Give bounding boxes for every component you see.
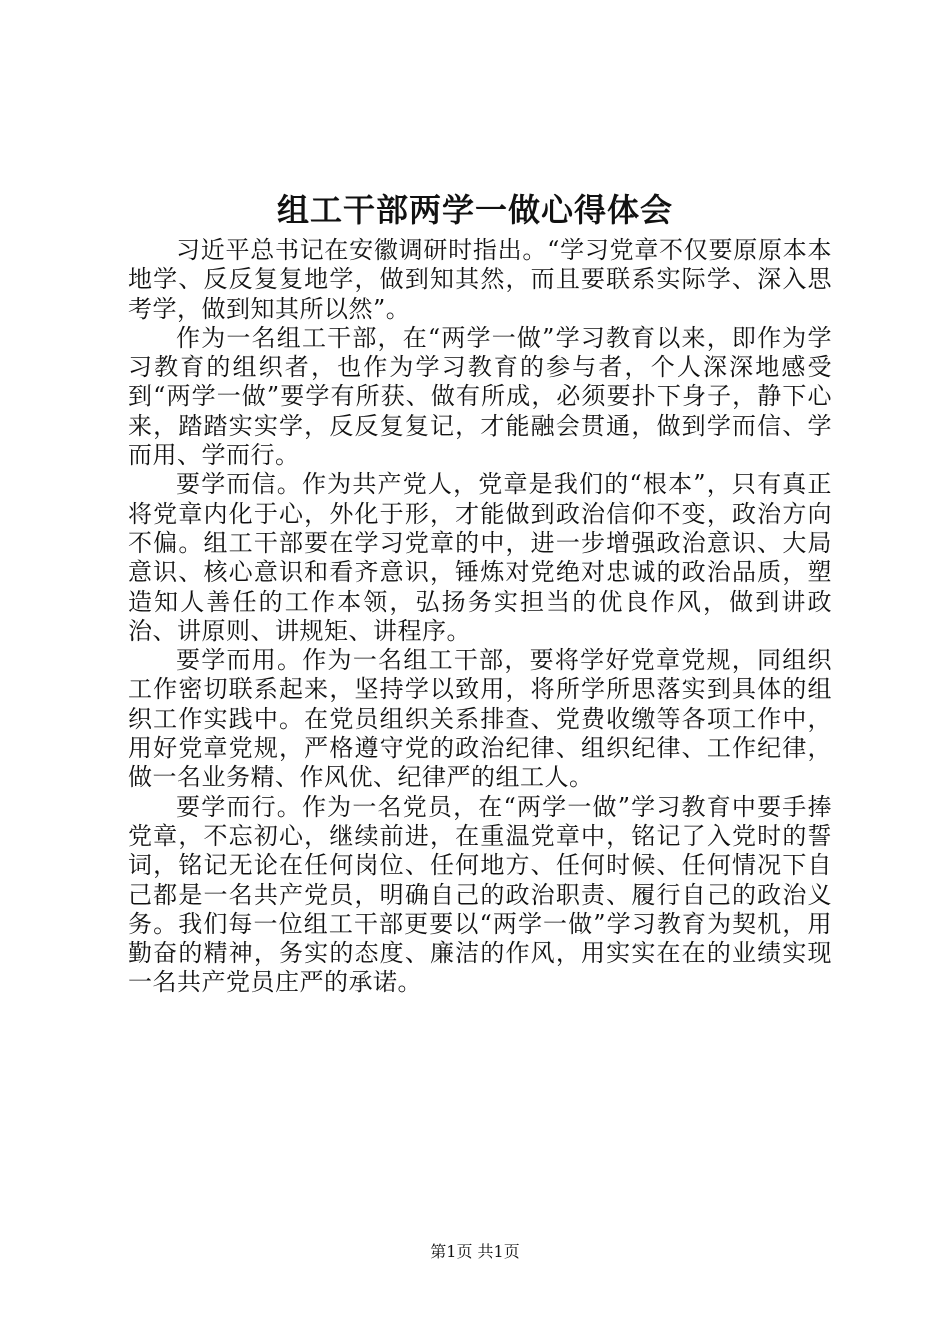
page-footer: 第1页 共1页 <box>430 1242 520 1261</box>
document-title: 组工干部两学一做心得体会 <box>276 191 673 229</box>
document-body <box>128 236 832 998</box>
paragraph: 作为一名组工干部，在“两学一做”学习教育以来，即作为学习教育的组织者，也作为学习教育的参与者，个人深深地感受到“两学一做”要学有所获、做有所成，必须要扑下身子，静下心来，踏踏实实学，反反复复记，才能融会贯通，做到学而信、学而用、学而行。 <box>128 323 832 470</box>
paragraph: 要学而信。作为共产党人，党章是我们的“根本”，只有真正将党章内化于心，外化于形，才能做到政治信仰不变，政治方向不偏。组工干部要在学习党章的中，进一步增强政治意识、大局意识、核心意识和看齐意识，锤炼对党绝对忠诚的政治品质，塑造知人善任的工作本领，弘扬务实担当的优良作风，做到讲政治、讲原则、讲规矩、讲程序。 <box>128 470 832 645</box>
paragraph: 要学而行。作为一名党员，在“两学一做”学习教育中要手捧党章，不忘初心，继续前进，在重温党章中，铭记了入党时的誓词，铭记无论在任何岗位、任何地方、任何时候、任何情况下自己都是一名共产党员，明确自己的政治职责、履行自己的政治义务。我们每一位组工干部更要以“两学一做”学习教育为契机，用勤奋的精神，务实的态度、廉洁的作风，用实实在在的业绩实现一名共产党员庄严的承诺。 <box>128 792 832 997</box>
paragraph: 要学而用。作为一名组工干部，要将学好党章党规，同组织工作密切联系起来，坚持学以致用，将所学所思落实到具体的组织工作实践中。在党员组织关系排查、党费收缴等各项工作中，用好党章党规，严格遵守党的政治纪律、组织纪律、工作纪律，做一名业务精、作风优、纪律严的组工人。 <box>128 646 832 792</box>
paragraph: 习近平总书记在安徽调研时指出。“学习党章不仅要原原本本地学、反反复复地学，做到知其然，而且要联系实际学、深入思考学，做到知其所以然”。 <box>128 236 832 323</box>
